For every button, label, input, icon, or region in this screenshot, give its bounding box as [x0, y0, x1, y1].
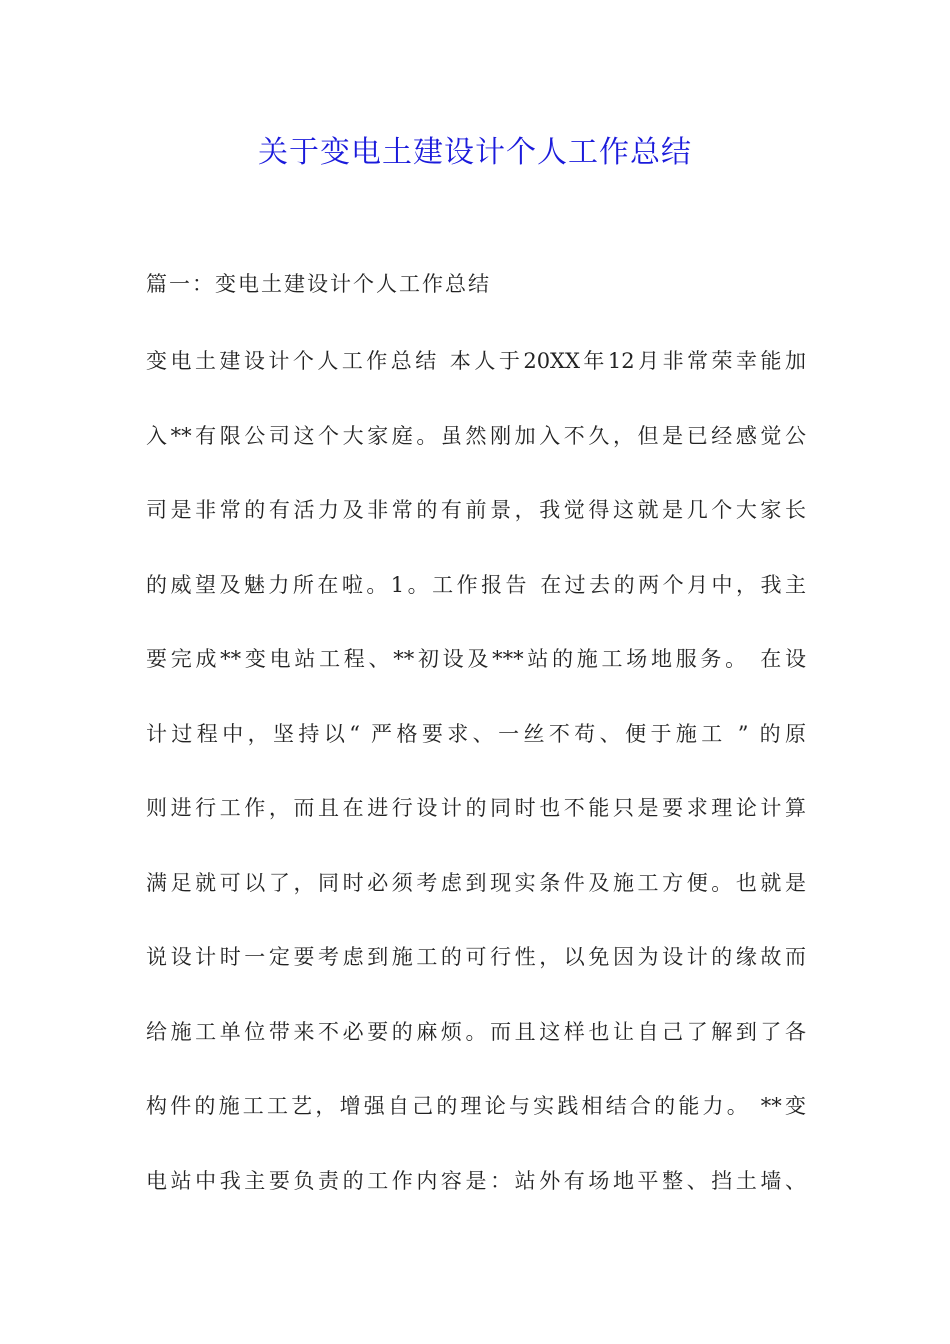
body-line: 则进行工作，而且在进行设计的同时也不能只是要求理论计算 — [146, 796, 806, 820]
body-line: 要完成**变电站工程、**初设及***站的施工场地服务。 在设 — [146, 647, 806, 671]
body-line: 变电土建设计个人工作总结 本人于20XX年12月非常荣幸能加 — [146, 349, 806, 373]
body-line: 满足就可以了，同时必须考虑到现实条件及施工方便。也就是 — [146, 870, 806, 895]
body-line: 构件的施工工艺，增强自己的理论与实践相结合的能力。 **变 — [146, 1094, 806, 1118]
body-line: 说设计时一定要考虑到施工的可行性，以免因为设计的缘故而 — [146, 945, 806, 969]
body-line: 计过程中，坚持以“ 严格要求、一丝不苟、便于施工 ” 的原 — [146, 721, 806, 746]
body-text — [146, 343, 806, 1237]
body-line: 司是非常的有活力及非常的有前景，我觉得这就是几个大家长 — [146, 498, 806, 522]
body-line: 给施工单位带来不必要的麻烦。而且这样也让自己了解到了各 — [146, 1019, 806, 1044]
body-line: 入**有限公司这个大家庭。虽然刚加入不久，但是已经感觉公 — [146, 423, 806, 448]
section-heading: 篇一：变电土建设计个人工作总结 — [146, 272, 491, 296]
body-line: 的威望及魅力所在啦。1。工作报告 在过去的两个月中，我主 — [146, 572, 806, 597]
document-title: 关于变电土建设计个人工作总结 — [258, 135, 692, 170]
body-line: 电站中我主要负责的工作内容是：站外有场地平整、挡土墙、 — [146, 1168, 806, 1193]
